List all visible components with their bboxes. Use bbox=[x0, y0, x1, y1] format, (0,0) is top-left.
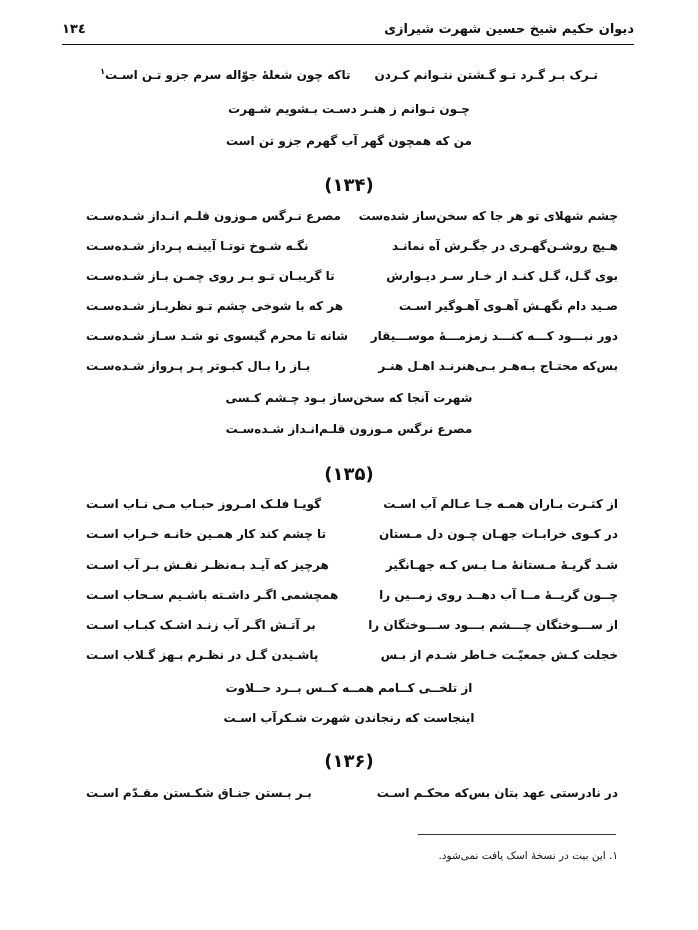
hemistich-left: بـر بـستن جنـاق شکـستن مقـدّم اسـت bbox=[86, 786, 312, 800]
hemistich-left: مصرع نـرگس مـوزون قلـم انـداز شـده‌سـت bbox=[86, 209, 341, 223]
hemistich-left: بـاز را بـال کبـوتر پـر پـرواز شـده‌سـت bbox=[86, 359, 311, 373]
closing-line-2: مصرع نرگس مـوزون قلـم‌انـداز شـده‌سـت bbox=[225, 422, 473, 436]
hemistich-left: پاشـیدن گـل در نظـرم بـهز گـلاب اسـت bbox=[86, 648, 319, 662]
poem-number-136: (١٣۶) bbox=[324, 751, 374, 772]
hemistich-right: هـیچ روشـن‌گهـری در جگـرش آه نمانـد bbox=[391, 239, 618, 253]
footnote-marker: ١ bbox=[100, 67, 106, 76]
page-number: ١٣٤ bbox=[62, 22, 86, 37]
closing-line-1: چـون تـوانم ز هنـر دسـت بـشویم شـهرت bbox=[228, 102, 470, 116]
header-rule bbox=[62, 44, 634, 45]
hemistich-left: تا گریبـان تـو بـر روی چمـن بـاز شـده‌سـت bbox=[86, 269, 335, 283]
hemistich-right: بس‌که محتـاج بـه‌هـر بـی‌هنرنـد اهـل هنـر bbox=[378, 359, 618, 373]
hemistich-right: دور نبـــود کـــه کنـــد زمزمـــهٔ موســـیقار bbox=[370, 329, 618, 343]
hemistich-right: شـد گریـهٔ مـستانهٔ مـا بـس کـه جهـانگیر bbox=[385, 558, 618, 572]
hemistich-left: تا چشم کند کار همـین خانـه خـراب اسـت bbox=[86, 527, 327, 541]
hemistich-left: شانه تا محرم گیسوی تو شـد سـاز شـده‌سـت bbox=[86, 329, 348, 343]
hemistich-left: گویـا فلـک امـروز حبـاب مـی نـاب اسـت bbox=[86, 497, 322, 511]
hemistich-right: صـید دام نگهـش آهـوی آهـوگیر اسـت bbox=[398, 299, 618, 313]
footnote: ١. این بیت در نسخهٔ اسک یافت نمی‌شود. bbox=[438, 850, 618, 862]
hemistich-left: همچشمی اگـر داشـته باشـیم سـحاب اسـت bbox=[86, 588, 339, 602]
hemistich-left: نگـه شـوخ توتـا آیینـه پـرداز شـده‌سـت bbox=[86, 239, 309, 253]
hemistich-left: هر که با شوخی چشم تـو نظربـاز شـده‌سـت bbox=[86, 299, 344, 313]
poem-number-134: (١٣۴) bbox=[324, 175, 374, 196]
hemistich-right: در کـوی خرابـات جهـان چـون دل مـستان bbox=[378, 527, 618, 541]
hemistich-right: خجلت کـش جمعیّـت خـاطر شـدم از بـس bbox=[380, 648, 618, 662]
hemistich-left: بر آتـش اگـر آب زنـد اشـک کبـاب اسـت bbox=[86, 618, 316, 632]
hemistich-right: بوی گـل، گـل کنـد از خـار سـر دیـوارش bbox=[386, 269, 618, 283]
hemistich-right: در نادرستی عهد بتان بس‌که محکـم اسـت bbox=[376, 786, 618, 800]
page-header bbox=[62, 18, 634, 44]
hemistich-right: از کثـرت بـاران همـه جـا عـالم آب اسـت bbox=[383, 497, 618, 511]
footnote-rule bbox=[418, 834, 616, 835]
intro-couplet bbox=[0, 67, 698, 83]
hemistich-right: تـرک بـر گـرد تـو گـشتن نتـوانم کـردن bbox=[374, 68, 598, 82]
hemistich-left: هرچیز که آیـد بـه‌نظـر نقـش بـر آب اسـت bbox=[86, 558, 329, 572]
hemistich-right: چــون گریــهٔ مــا آب دهــد روی زمــین را bbox=[379, 588, 618, 602]
closing-line-1: از تلخــی کــامم همــه کــس بــرد حــلاوت bbox=[225, 681, 473, 695]
hemistich-left: تاکه چون شعلهٔ جوّاله سرم جزو تـن اسـت bbox=[105, 68, 351, 82]
running-title: دیوان حکیم شیخ حسین شهرت شیرازی bbox=[384, 22, 634, 37]
closing-line-1: شهرت آنجا که سخن‌ساز بـود چـشم کـسی bbox=[225, 391, 473, 405]
closing-line-2: اینجاست که رنجاندن شهرت شـکرآب اسـت bbox=[223, 711, 475, 725]
hemistich-right: چشم شهلای تو هر جا که سخن‌ساز شده‌ست bbox=[358, 209, 618, 223]
closing-line-2: من که همچون گهر آب گهرم جزو تن است bbox=[226, 134, 472, 148]
poem-number-135: (١٣۵) bbox=[324, 464, 374, 485]
hemistich-right: از ســـوختگان چـــشم بـــود ســـوختگان را bbox=[368, 618, 618, 632]
